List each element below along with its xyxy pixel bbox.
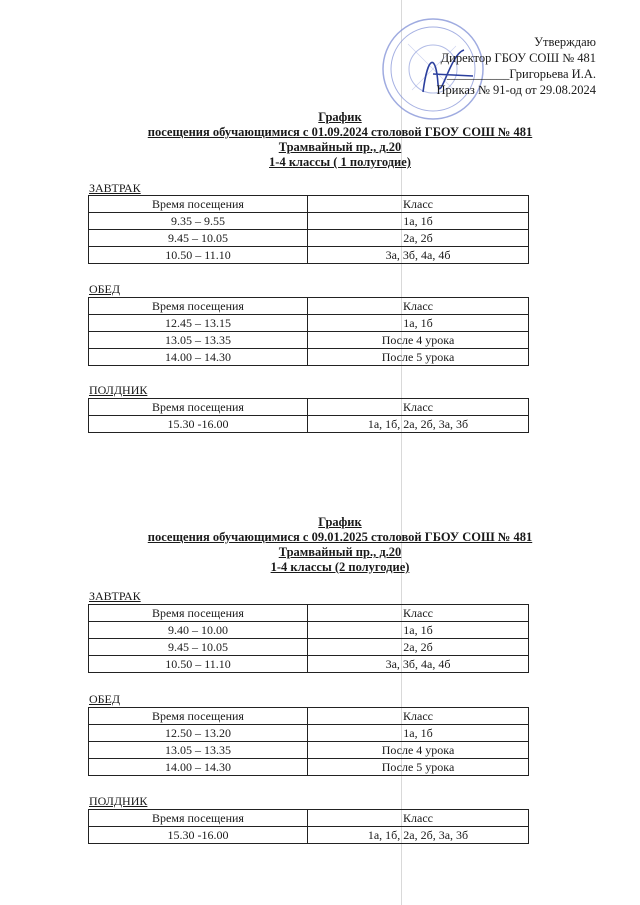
class-cell: 2а, 2б	[308, 639, 529, 656]
table-row	[89, 656, 529, 673]
table-header-row	[89, 399, 529, 416]
table-header-row	[89, 196, 529, 213]
table-row	[89, 247, 529, 264]
header-time: Время посещения	[89, 196, 308, 213]
snack-table	[88, 398, 529, 433]
table-row	[89, 349, 529, 366]
class-cell: 3а, 3б, 4а, 4б	[308, 656, 529, 673]
breakfast-table	[88, 604, 529, 673]
table-row	[89, 332, 529, 349]
time-cell: 9.40 – 10.00	[89, 622, 308, 639]
time-cell: 14.00 – 14.30	[89, 349, 308, 366]
class-cell: 1а, 1б, 2а, 2б, 3а, 3б	[308, 827, 529, 844]
class-cell: 1а, 1б	[308, 213, 529, 230]
time-cell: 10.50 – 11.10	[89, 247, 308, 264]
header-class: Класс	[308, 708, 529, 725]
table-row	[89, 759, 529, 776]
section-label-breakfast: ЗАВТРАК	[89, 589, 141, 603]
time-cell: 13.05 – 13.35	[89, 742, 308, 759]
schedule-heading-2	[60, 515, 620, 575]
table-row	[89, 315, 529, 332]
header-time: Время посещения	[89, 399, 308, 416]
time-cell: 14.00 – 14.30	[89, 759, 308, 776]
table-row	[89, 639, 529, 656]
time-cell: 9.45 – 10.05	[89, 639, 308, 656]
header-class: Класс	[308, 605, 529, 622]
table-header-row	[89, 810, 529, 827]
class-cell: После 5 урока	[308, 759, 529, 776]
class-cell: После 5 урока	[308, 349, 529, 366]
table-row	[89, 742, 529, 759]
schedule-grades: 1-4 классы (2 полугодие)	[270, 560, 410, 574]
class-cell: После 4 урока	[308, 742, 529, 759]
header-time: Время посещения	[89, 298, 308, 315]
lunch-table	[88, 297, 529, 366]
table-row	[89, 213, 529, 230]
header-time: Время посещения	[89, 810, 308, 827]
section-label-lunch: ОБЕД	[89, 692, 121, 706]
header-class: Класс	[308, 810, 529, 827]
table-header-row	[89, 298, 529, 315]
approval-block	[336, 34, 596, 98]
time-cell: 9.35 – 9.55	[89, 213, 308, 230]
class-cell: 3а, 3б, 4а, 4б	[308, 247, 529, 264]
class-cell: 1а, 1б	[308, 622, 529, 639]
time-cell: 9.45 – 10.05	[89, 230, 308, 247]
approval-name: __________Григорьева И.А.	[446, 67, 596, 81]
time-cell: 15.30 -16.00	[89, 416, 308, 433]
snack-table	[88, 809, 529, 844]
header-class: Класс	[308, 298, 529, 315]
time-cell: 12.45 – 13.15	[89, 315, 308, 332]
approval-title: Утверждаю	[534, 35, 596, 49]
table-row	[89, 725, 529, 742]
table-row	[89, 827, 529, 844]
breakfast-table	[88, 195, 529, 264]
table-row	[89, 416, 529, 433]
table-row	[89, 230, 529, 247]
section-label-breakfast: ЗАВТРАК	[89, 181, 141, 195]
time-cell: 10.50 – 11.10	[89, 656, 308, 673]
class-cell: 2а, 2б	[308, 230, 529, 247]
time-cell: 12.50 – 13.20	[89, 725, 308, 742]
section-label-snack: ПОЛДНИК	[89, 383, 148, 397]
approval-position: Директор ГБОУ СОШ № 481	[440, 51, 596, 65]
class-cell: После 4 урока	[308, 332, 529, 349]
class-cell: 1а, 1б, 2а, 2б, 3а, 3б	[308, 416, 529, 433]
class-cell: 1а, 1б	[308, 315, 529, 332]
header-class: Класс	[308, 196, 529, 213]
schedule-address: Трамвайный пр., д.20	[278, 140, 402, 154]
class-cell: 1а, 1б	[308, 725, 529, 742]
table-header-row	[89, 708, 529, 725]
schedule-grades: 1-4 классы ( 1 полугодие)	[269, 155, 411, 169]
section-label-snack: ПОЛДНИК	[89, 794, 148, 808]
schedule-subtitle: посещения обучающимися с 01.09.2024 столовой ГБОУ СОШ № 481	[147, 125, 533, 139]
table-row	[89, 622, 529, 639]
section-label-lunch: ОБЕД	[89, 282, 121, 296]
table-header-row	[89, 605, 529, 622]
time-cell: 13.05 – 13.35	[89, 332, 308, 349]
header-class: Класс	[308, 399, 529, 416]
schedule-address: Трамвайный пр., д.20	[278, 545, 402, 559]
schedule-subtitle: посещения обучающимися с 09.01.2025 столовой ГБОУ СОШ № 481	[147, 530, 533, 544]
approval-order: Приказ № 91-од от 29.08.2024	[436, 83, 596, 97]
lunch-table	[88, 707, 529, 776]
header-time: Время посещения	[89, 605, 308, 622]
schedule-title: График	[318, 110, 362, 124]
header-time: Время посещения	[89, 708, 308, 725]
time-cell: 15.30 -16.00	[89, 827, 308, 844]
schedule-heading-1	[60, 110, 620, 170]
schedule-title: График	[318, 515, 362, 529]
